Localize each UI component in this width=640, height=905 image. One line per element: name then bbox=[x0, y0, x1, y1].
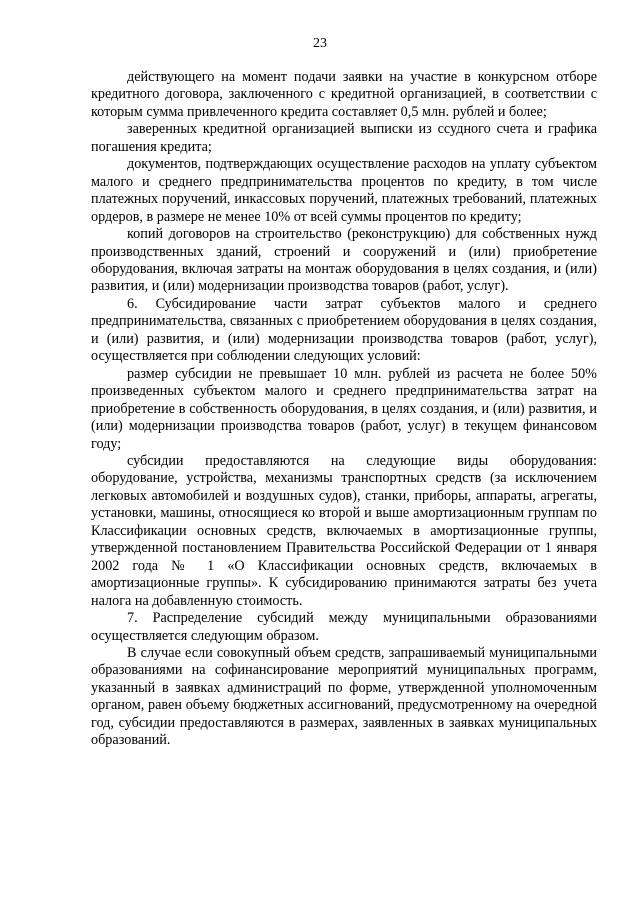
paragraph: документов, подтверждающих осуществление расходов на уплату субъектом малого и среднего предпринимательства процентов по кредиту, в том числе платежных поручений, инкассовых поручений, платежных требований, платежных ордеров, в размере не менее 10% от всей суммы процентов по кредиту; bbox=[91, 156, 597, 225]
paragraph: действующего на момент подачи заявки на участие в конкурсном отборе кредитного договора, заключенного с кредитной организацией, в соответствии с которым сумма привлеченного кредита составляет 0,5 млн. рублей и более; bbox=[91, 69, 597, 120]
body-text bbox=[91, 69, 597, 750]
paragraph: субсидии предоставляются на следующие виды оборудования: оборудование, устройства, механизмы транспортных средств (за исключением легковых автомобилей и воздушных судов), станки, приборы, аппараты, агрегаты, установки, машины, относящиеся ко второй и выше амортизационным группам по Классификации основных средств, включаемых в амортизационные группы, утвержденной постановлением Правительства Российской Федерации от 1 января 2002 года № 1 «О Классификации основных средств, включаемых в амортизационные группы». К субсидированию принимаются затраты без учета налога на добавленную стоимость. bbox=[91, 452, 597, 609]
paragraph: копий договоров на строительство (реконструкцию) для собственных нужд производственных зданий, строений и сооружений и (или) приобретение оборудования, включая затраты на монтаж оборудования в целях создания, и (или) развития, и (или) модернизации производства товаров (работ, услуг). bbox=[91, 226, 597, 295]
page-number: 23 bbox=[313, 36, 327, 51]
paragraph: размер субсидии не превышает 10 млн. рублей из расчета не более 50% произведенных субъектом малого и среднего предпринимательства затрат на приобретение в собственность оборудования, в целях создания, и (или) развития, и (или) модернизации производства товаров (работ, услуг) в текущем финансовом году; bbox=[91, 365, 597, 452]
paragraph: 7. Распределение субсидий между муниципальными образованиями осуществляется следующим образом. bbox=[91, 610, 597, 644]
paragraph: 6. Субсидирование части затрат субъектов малого и среднего предпринимательства, связанных с приобретением оборудования в целях создания, и (или) развития, и (или) модернизации производства товаров (работ, услуг), осуществляется при соблюдении следующих условий: bbox=[91, 295, 597, 365]
paragraph: заверенных кредитной организацией выписки из ссудного счета и графика погашения кредита; bbox=[91, 121, 597, 155]
paragraph: В случае если совокупный объем средств, запрашиваемый муниципальными образованиями на софинансирование мероприятий муниципальных программ, указанный в заявках администраций по форме, утвержденной уполномоченным органом, равен объему бюджетных ассигнований, предусмотренному на очередной год, субсидии предоставляются в размерах, заявленных в заявках муниципальных образований. bbox=[91, 644, 597, 749]
